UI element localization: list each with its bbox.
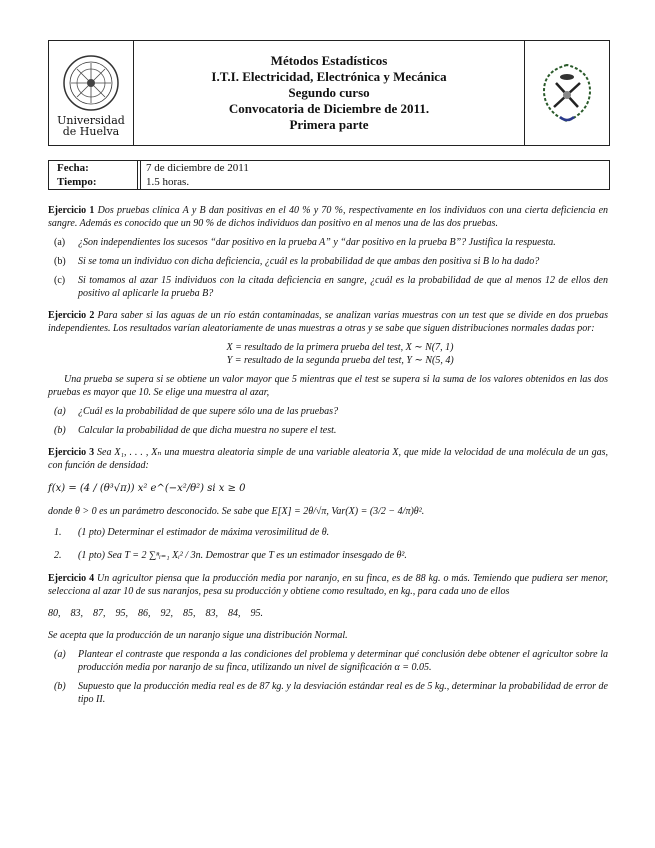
item-text: ¿Son independientes los sucesos “dar positivo en la prueba A” y “dar positivo en la prueba B”? Justifica la respuesta. [78, 237, 556, 248]
part-title: Primera parte [289, 117, 369, 132]
density-formula: f(x) = (4 / (θ³√π)) x² e^(−x²/θ²) si x ≥ 0 [48, 483, 246, 494]
exam-info-table [48, 160, 610, 190]
item-text: Supuesto que la producción media real es de 87 kg. y la desviación estándar real es de 5 kg., determinar la probabilidad de error de tipo II. [78, 681, 608, 705]
item-label: (a) [54, 406, 66, 417]
equation-x [48, 341, 608, 354]
exercise-2 [48, 309, 608, 335]
exercise-2-title: Ejercicio 2 [48, 310, 95, 321]
university-seal-icon [61, 53, 121, 113]
exercise-4-title: Ejercicio 4 [48, 573, 95, 584]
exercise-3-title: Ejercicio 3 [48, 447, 95, 458]
faculty-crest-icon [536, 61, 598, 125]
exercise-4-item-a [48, 648, 608, 674]
exercise-3-intro: Sea X₁, . . . , Xₙ una muestra aleatoria simple de una variable aleatoria X, que mide la velocidad de una molécula de un gas, con función de densidad: [48, 447, 608, 471]
equation-y-var: Y [226, 355, 233, 366]
item-text: Plantear el contraste que responda a las condiciones del problema y determinar qué conclusión debe obtener el agricultor sobre la producción media por naranjo de su finca, utilizando un nivel de significación α = 0.05. [78, 649, 608, 673]
exam-header [48, 40, 610, 146]
fecha-value: 7 de diciembre de 2011 [146, 162, 249, 174]
exercise-1-item-a [48, 236, 608, 249]
item-label: (a) [54, 237, 66, 248]
item-text: (1 pto) Sea T = 2 ∑ⁿᵢ₌₁ Xᵢ² / 3n. Demostrar que T es un estimador insesgado de θ². [78, 550, 407, 561]
item-text: Si se toma un individuo con dicha deficiencia, ¿cuál es la probabilidad de que ambas den positiva si B lo ha dado? [78, 256, 540, 267]
exercise-1-title: Ejercicio 1 [48, 205, 95, 216]
university-logo [49, 41, 134, 145]
tiempo-value: 1.5 horas. [146, 176, 190, 188]
equation-y-text: = resultado de la segunda prueba del test, Y ∼ N(5, 4) [234, 355, 454, 366]
exercise-1-item-b [48, 255, 608, 268]
exercise-4-item-b [48, 680, 608, 706]
faculty-crest [524, 41, 609, 145]
item-label: (a) [54, 649, 66, 660]
exercise-4 [48, 572, 608, 598]
item-label: (b) [54, 425, 66, 436]
item-text: ¿Cuál es la probabilidad de que supere sólo una de las pruebas? [78, 406, 339, 417]
exercise-3-item-1 [48, 526, 608, 539]
fecha-label: Fecha: [49, 161, 138, 175]
exercise-2-intro: Para saber si las aguas de un río están contaminadas, se analizan varias muestras con un test que se divide en dos pruebas independientes. Los resultados varían aleatoriamente de unas muestras a otras y se sabe que siguen distribuciones normales dadas por: [48, 310, 609, 334]
session-title: Convocatoria de Diciembre de 2011. [228, 101, 430, 116]
item-label: 1. [54, 527, 62, 538]
year-title: Segundo curso [288, 85, 370, 100]
exercise-2-paragraph: Una prueba se supera si se obtiene un valor mayor que 5 mientras que el test se supera si la suma de los valores obtenidos en las dos pruebas es mayor que 10. Se elige una muestra al azar, [48, 374, 608, 398]
exercise-4-after: Se acepta que la producción de un naranjo sigue una distribución Normal. [48, 630, 348, 641]
exercise-3-item-2 [48, 549, 608, 562]
exercise-1-intro: Dos pruebas clínica A y B dan positivas en el 40 % y 70 %, respectivamente en los individuos con una cierta deficiencia en sangre. Además es conocido que un 90 % de dichos individuos dan positivo en al menos una de las dos pruebas. [48, 205, 609, 229]
equation-x-text: = resultado de la primera prueba del test, X ∼ N(7, 1) [235, 342, 454, 353]
info-row-fecha [49, 161, 609, 175]
degree-title: I.T.I. Electricidad, Electrónica y Mecánica [211, 69, 447, 84]
exam-title-block [134, 41, 524, 145]
exercise-1-item-c [48, 274, 608, 300]
production-values: 80, 83, 87, 95, 86, 92, 85, 83, 84, 95. [48, 608, 263, 619]
exercise-2-equations [48, 341, 608, 367]
item-label: (c) [54, 275, 66, 286]
item-label: 2. [54, 550, 62, 561]
university-name-line1: Universidad [57, 114, 125, 127]
exercise-3-after: donde θ > 0 es un parámetro desconocido. Se sabe que E[X] = 2θ/√π, Var(X) = (3/2 − 4/π)θ². [48, 506, 425, 517]
tiempo-label: Tiempo: [49, 175, 138, 189]
info-row-tiempo [49, 175, 609, 189]
exam-body [48, 204, 608, 706]
exercise-4-intro: Un agricultor piensa que la producción media por naranjo, en su finca, es de 88 kg. o más. Temiendo que pudiera ser menor, selecciona al azar 10 de sus naranjos, pesa su producción y obtiene como resultado, en kg., para cada uno de ellos [48, 573, 608, 597]
item-label: (b) [54, 681, 66, 692]
course-title: Métodos Estadísticos [270, 53, 388, 68]
item-text: (1 pto) Determinar el estimador de máxima verosimilitud de θ. [78, 527, 330, 538]
item-label: (b) [54, 256, 66, 267]
item-text: Si tomamos al azar 15 individuos con la citada deficiencia en sangre, ¿cuál es la probabilidad de que al menos 12 de ellos den positivo al aplicarle la prueba B? [78, 275, 608, 299]
university-name-line2: de Huelva [62, 125, 120, 138]
equation-y [48, 354, 608, 367]
item-text: Calcular la probabilidad de que dicha muestra no supere el test. [78, 425, 337, 436]
exercise-1 [48, 204, 608, 230]
exercise-3 [48, 446, 608, 472]
exercise-2-item-b [48, 424, 608, 437]
exercise-2-item-a [48, 405, 608, 418]
equation-x-var: X [226, 342, 233, 353]
